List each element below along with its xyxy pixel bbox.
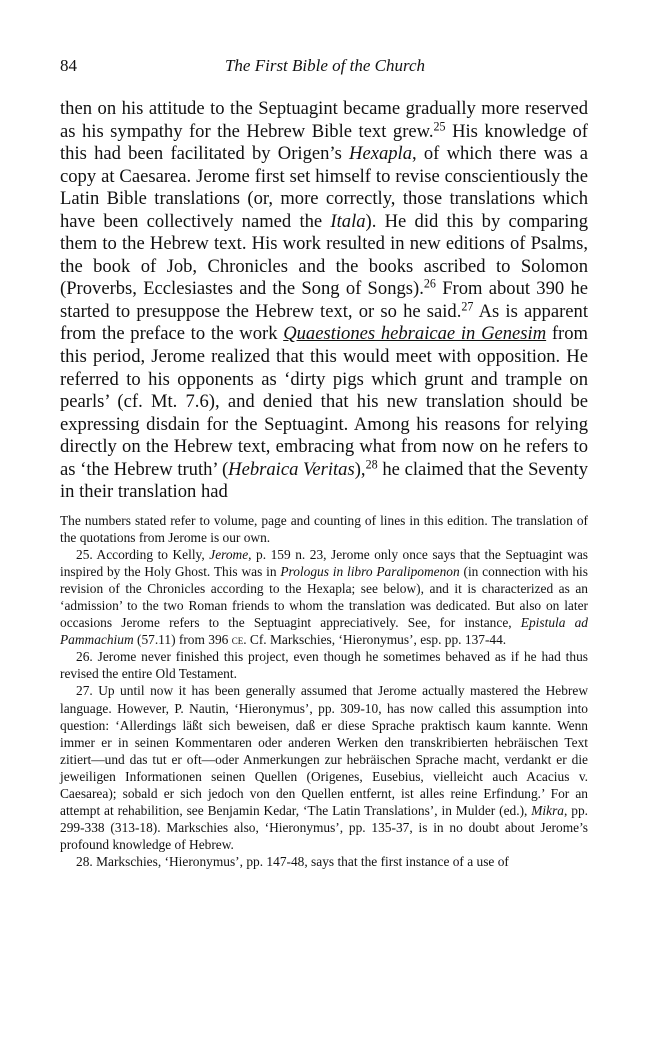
body-text: ). He did this by comparing them to the Hebrew text. His work resulted in new editions of Psalms, the book of Job, Chronicles and the books ascribed to Solomon (Proverbs, Ecclesiastes and the Song of Songs). bbox=[60, 210, 589, 300]
page-number: 84 bbox=[60, 56, 77, 75]
title-jerome: Jerome bbox=[209, 547, 249, 563]
footnote-number: 26. bbox=[76, 649, 93, 665]
footnote-ref-28: 28 bbox=[365, 457, 378, 472]
footnote-intro: The numbers stated refer to volume, page and counting of lines in this edition. The translation of the quotations from Jerome is our own. bbox=[60, 513, 588, 546]
footnote-ref-25: 25 bbox=[433, 118, 446, 133]
body-text: As is apparent from the preface to the work bbox=[60, 300, 588, 345]
footnote-text: (57.11) from 396 bbox=[133, 632, 232, 648]
footnote-ref-26: 26 bbox=[423, 276, 436, 291]
title-quaestiones: Quaestiones hebraicae in Genesim bbox=[283, 323, 547, 345]
footnote-text: According to Kelly, bbox=[92, 547, 210, 563]
body-text: then on his attitude to the Septuagint became gradually more reserved as his sympathy for the Hebrew Bible text grew. bbox=[60, 98, 588, 142]
title-mikra: Mikra bbox=[531, 802, 565, 818]
title-epistula: Epistula ad Pammachium bbox=[60, 615, 588, 648]
main-text bbox=[60, 98, 588, 504]
footnote-number: 27. bbox=[76, 683, 93, 699]
page-header bbox=[60, 56, 590, 80]
body-text: ), bbox=[354, 458, 366, 480]
footnote-ref-27: 27 bbox=[461, 299, 474, 314]
footnote-text: Markschies, ‘Hieronymus’, pp. 147-48, says that the first instance of a use of bbox=[92, 853, 509, 869]
footnote-text: Jerome never finished this project, even though he sometimes behaved as if he had thus revised the entire Old Testament. bbox=[60, 649, 588, 682]
footnote-text: . Cf. Markschies, ‘Hieronymus’, esp. pp. 137-44. bbox=[243, 632, 507, 648]
body-paragraph bbox=[60, 98, 588, 504]
body-text: His knowledge of this had been facilitated by Origen’s bbox=[60, 120, 588, 165]
term-hebraica-veritas: Hebraica Veritas bbox=[228, 458, 355, 480]
footnote-text: (in connection with his revision of the Chronicles according to the Hexapla; see below), and it is characterized as an ‘admission’ to the two Roman friends to whom the translation was dedicated. But also on later occasions Jerome refers to the Septuagint appreciatively. See, for instance, bbox=[60, 564, 588, 631]
body-text: , of which there was a copy at Caesarea. Jerome first set himself to revise conscientiously the Latin Bible translations (or, more correctly, those translations which have been collectively named the bbox=[60, 143, 588, 232]
body-text: he claimed that the Seventy in their translation had bbox=[60, 458, 588, 503]
footnote-27 bbox=[60, 682, 588, 852]
body-text: from this period, Jerome realized that this would meet with opposition. He referred to his opponents as ‘dirty pigs which grunt and trample on pearls’ (cf. Mt. 7.6), and denied that his new translation should be expressing disdain for the Septuagint. Among his reasons for relying directly on the Hebrew text, embracing what from now on he refers to as ‘the Hebrew truth’ ( bbox=[60, 323, 588, 480]
footnote-number: 25. bbox=[76, 547, 93, 563]
footnote-number: 28. bbox=[76, 853, 93, 869]
footnote-26 bbox=[60, 648, 588, 682]
footnote-28 bbox=[60, 853, 588, 870]
title-hexapla: Hexapla bbox=[349, 143, 413, 165]
era-abbreviation: ce bbox=[231, 632, 244, 648]
title-prologus: Prologus in libro Paralipomenon bbox=[280, 564, 460, 580]
footnote-text: , pp. 299-338 (313-18). Markschies also, ‘Hieronymus’, pp. 135-37, is in no doubt about Jerome’s profound knowledge of Hebrew. bbox=[60, 802, 588, 852]
title-itala: Itala bbox=[330, 210, 366, 232]
footnote-text: , p. 159 n. 23, Jerome only once says that the Septuagint was inspired by the Holy Ghost. This was in bbox=[60, 547, 588, 580]
running-title: The First Bible of the Church bbox=[224, 56, 426, 75]
footnotes bbox=[60, 512, 588, 870]
body-text: From about 390 he started to presuppose the Hebrew text, or so he said. bbox=[60, 278, 588, 322]
footnote-25 bbox=[60, 546, 588, 648]
footnote-text: Up until now it has been generally assumed that Jerome actually mastered the Hebrew language. However, P. Nautin, ‘Hieronymus’, pp. 309-10, has now called this assumption into question: ‘Allerdings läßt sich beweisen, daß er diese Sprache praktisch kaum kannte. Wenn immer er in seinen Kommentaren oder anderen Werken den transkribierten hebräischen Text zitiert—und das tut er oft—oder Anmerkungen zur hebräischen Sprache macht, verdankt er die jeweiligen Informationen seinen Quellen (Origenes, Eusebius, vielleicht auch Acacius v. Caesarea); sobald er sich jedoch von den Quellen entfernt, ist alles reine Erfindung.’ For an attempt at rehabilition, see Benjamin Kedar, ‘The Latin Translations’, in Mulder (ed.), bbox=[60, 683, 588, 818]
